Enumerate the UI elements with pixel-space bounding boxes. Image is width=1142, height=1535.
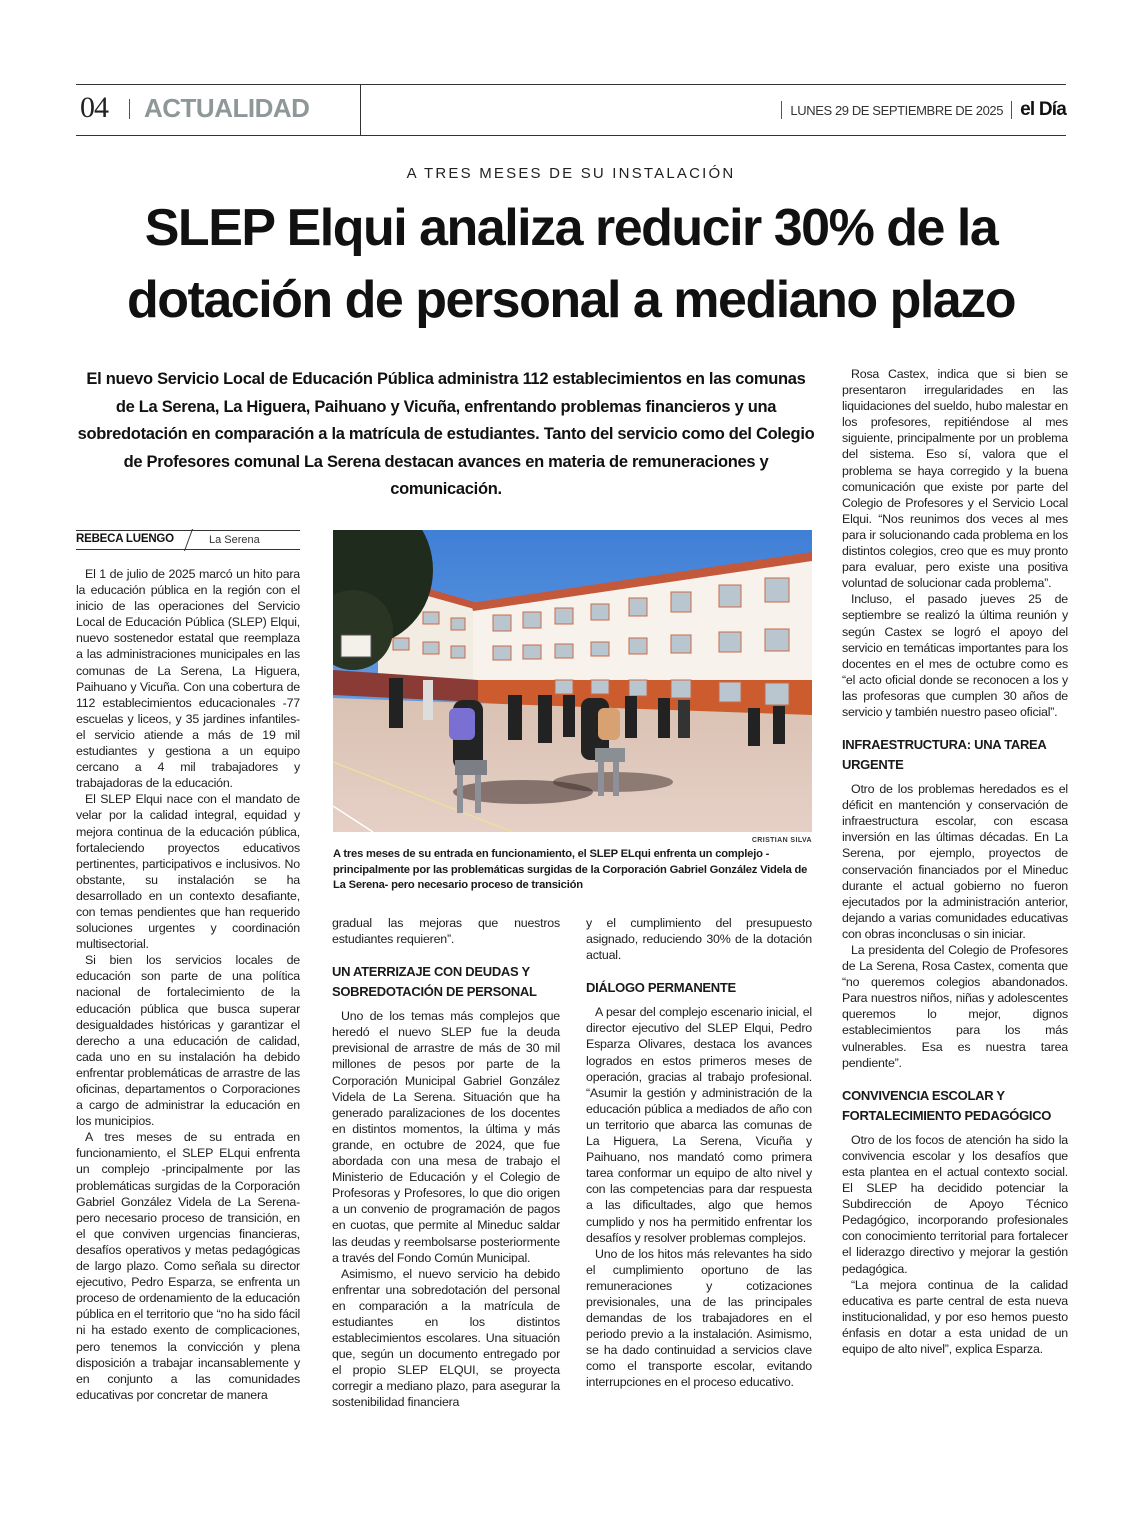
basketball-hoop [341,635,371,657]
article-kicker: A TRES MESES DE SU INSTALACIÓN [406,165,736,182]
newspaper-logo: el Día [1020,99,1066,120]
paragraph: A tres meses de su entrada en funcionamiento, el SLEP ELqui enfrenta un complejo -principalmente por las problemáticas surgidas de la Corporación Gabriel González Videla de La Serena- pero necesario proceso de transición, en el que conviven urgencias financieras, desafíos operativos y metas pedagógicas de largo plazo. Como señala su director ejecutivo, Pedro Esparza, se enfrenta un proceso de ordenamiento de la educación pública en el territorio que “no ha sido fácil ni ha estado exento de complicaciones, pero tenemos la convicción y plena disposición a trabajar incansablemente y en conjunto a las comunidades educativas por concretar de manera [76,1130,300,1402]
header-right-group [781,85,1066,135]
headline-line-1: SLEP Elqui analiza reducir 30% de la [144,199,998,257]
article-column-3 [586,915,812,1391]
article-column-4 [842,366,1068,1357]
paragraph: Otro de los focos de atención ha sido la convivencia escolar y los desafíos que esta plantea en el actual contexto social. El SLEP ha decidido potenciar la Subdirección de Apoyo Técnico Pedagógico, incorporando profesionales con conocimiento territorial para fortalecer el liderazgo directivo y mejorar la gestión pedagógica. [842,1132,1068,1276]
article-deck: El nuevo Servicio Local de Educación Pública administra 112 establecimientos en las comunas de La Serena, La Higuera, Paihuano y Vicuña, enfrentando problemas financieros y una sobredotación en comparación a la matrícula de estudiantes. Tanto del servicio como del Colegio de Profesores comunal La Serena destacan avances en materia de remuneraciones y comunicación. [77,370,815,498]
byline-location: La Serena [209,534,260,546]
header-separator [129,99,130,119]
subheading-deuda: UN ATERRIZAJE CON DEUDAS Y SOBREDOTACIÓN DE PERSONAL [332,964,537,1000]
paragraph: Incluso, el pasado jueves 25 de septiembre se realizó la última reunión y según Castex se logró el apoyo del servicio en temáticas importantes para los docentes en el mes de octubre como es “el acto oficial donde se reconocen a los y las profesoras que cumplen 30 años de servicio y también nuestro paseo oficial”. [842,592,1068,719]
photo-credit: CRISTIAN SILVA [751,837,812,844]
subheading-infraestructura: INFRAESTRUCTURA: UNA TAREA URGENTE [842,737,1047,773]
paragraph-continued: gradual las mejoras que nuestros estudiantes requieren”. [332,916,560,947]
section-label: ACTUALIDAD [144,93,310,123]
page-number: 04 [80,91,108,124]
paragraph-continued: y el cumplimiento del presupuesto asignado, reduciendo 30% de la dotación actual. [586,916,812,963]
paragraph: Rosa Castex, indica que si bien se presentaron irregularidades en las liquidaciones del sueldo, hubo malestar en los profesores, repitiéndose al mes siguiente, principalmente por un problema del sistema. Eso sí, valora que el problema se haya corregido y la buena comunicación que existe por parte del Colegio de Profesores y el Servicio Local Elqui. “Nos reunimos dos veces al mes para ir solucionando cada problema en los distintos colegios, creo que es muy pronto para evaluar, pero existe una positiva voluntad de solucionar cada problema”. [842,367,1068,591]
header-separator [781,101,782,119]
issue-date: LUNES 29 DE SEPTIEMBRE DE 2025 [790,102,1004,118]
byline-author: REBECA LUENGO [76,533,174,545]
paragraph: Otro de los problemas heredados es el déficit en mantención y conservación de infraestructura escolar, con escasa inversión en las últimas décadas. En La Serena, por ejemplo, proyectos de conservación financiados por el Mineduc durante el actual gobierno no fueron ejecutados por la administración anterior, dejando a varias comunidades educativas con obras inconclusas o sin iniciar. [842,782,1068,941]
paragraph: El 1 de julio de 2025 marcó un hito para la educación pública en la región con el inicio de las operaciones del Servicio Local de Educación Pública (SLEP) Elqui, nuevo sostenedor estatal que reemplaza a las administraciones municipales en las comunas de La Serena, La Higuera, Paihuano y Vicuña. Con una cobertura de 112 establecimientos educacionales -77 escuelas y liceos, y 35 jardines infantiles- el servicio atiende a más de 19 mil estudiantes y gestiona a un equipo cercano a 4 mil trabajadores y trabajadoras de la educación. [76,567,300,791]
paragraph: Asimismo, el nuevo servicio ha debido enfrentar una sobredotación del personal en comparación a la matrícula de estudiantes en los distintos establecimientos escolares. Una situación que, según un documento entregado por el propio SLEP ELQUI, se proyecta corregir a mediano plazo, para asegurar la sostenibilidad financiera [332,1266,560,1410]
article-photo [333,530,812,832]
paragraph: “La mejora continua de la calidad educativa es parte central de esta nueva institucionalidad, y por eso hemos puesto énfasis en dotar a esta unidad de un equipo de alto nivel”, explica Esparza. [842,1277,1068,1356]
school-courtyard-image [333,530,812,832]
byline-divider [184,529,193,551]
article-headline [60,192,1082,336]
paragraph: A pesar del complejo escenario inicial, el director ejecutivo del SLEP Elqui, Pedro Esparza Olivares, destaca los avances logrados en estos primeros meses de operación, gracias al trabajo profesional. “Asumir la gestión y administración de la educación pública a mediados de año con un territorio que abarca las comunas de La Higuera, La Serena, Vicuña y Paihuano, nos mandató como primera tarea conformar un equipo de alto nivel y con las competencias para dar respuesta a las dificultades, algo que hemos cumplido y nos ha permitido enfrentar los desafíos y resolver problemas complejos. [586,1005,812,1245]
paragraph: Uno de los temas más complejos que heredó el nuevo SLEP fue la deuda previsional de arrastre de más de 30 mil millones de pesos por parte de la Corporación Municipal Gabriel González Videla de La Serena. Situación que ha generado paralizaciones de los docentes en distintos momentos, la última y más grande, en octubre de 2024, que fue abordada con una mesa de trabajo el Ministerio de Educación y el Colegio de Profesoras y Profesores, lo que dio origen a un convenio de programación de pagos en cuotas, que permite al Mineduc saldar las deudas y reembolsarse posteriormente a través del Fondo Común Municipal. [332,1009,560,1265]
paragraph: La presidenta del Colegio de Profesores de La Serena, Rosa Castex, comenta que “no queremos colegios abandonados. Para nuestros niños, niñas y adolescentes queremos lo mejor, dignos establecimientos para los más vulnerables. Esa es nuestra tarea pendiente”. [842,943,1068,1070]
paragraph: Uno de los hitos más relevantes ha sido el cumplimiento oportuno de las remuneraciones y cotizaciones previsionales, una de las principales demandas de los trabajadores en el periodo previo a la instalación. Asimismo, se ha dado continuidad a servicios clave como el transporte escolar, evitando interrupciones en el proceso educativo. [586,1246,812,1390]
subheading-dialogo: DIÁLOGO PERMANENTE [586,980,736,996]
byline [76,530,300,550]
header-divider [360,85,361,135]
paragraph: Si bien los servicios locales de educación son parte de una política nacional de fortalecimiento de la educación pública que busca superar desigualdades históricas y garantizar el derecho a una educación de calidad, cada uno en su instalación ha debido enfrentar problemáticas de arrastre de las oficinas, departamentos o Corporaciones a cargo de administrar la educación en los municipios. [76,953,300,1129]
article-column-1 [76,566,300,1403]
subheading-convivencia: CONVIVENCIA ESCOLAR Y FORTALECIMIENTO PEDAGÓGICO [842,1087,1052,1123]
header-separator [1011,101,1012,119]
paragraph: El SLEP Elqui nace con el mandato de velar por la calidad integral, equidad y mejora continua de la educación pública, fortaleciendo proyectos educativos pertinentes, participativos e inclusivos. No obstante, su instalación se ha desarrollado en un contexto desafiante, con temas pendientes que han requerido soluciones urgentes y coordinación multisectorial. [76,792,300,952]
article-column-2 [332,915,560,1411]
headline-line-2: dotación de personal a mediano plazo [127,271,1015,329]
page-header [76,84,1066,136]
photo-caption: A tres meses de su entrada en funcionamiento, el SLEP ELqui enfrenta un complejo -principalmente por las problemáticas surgidas de la Corporación Gabriel González Videla de La Serena- pero necesario proceso de transición [333,848,808,891]
